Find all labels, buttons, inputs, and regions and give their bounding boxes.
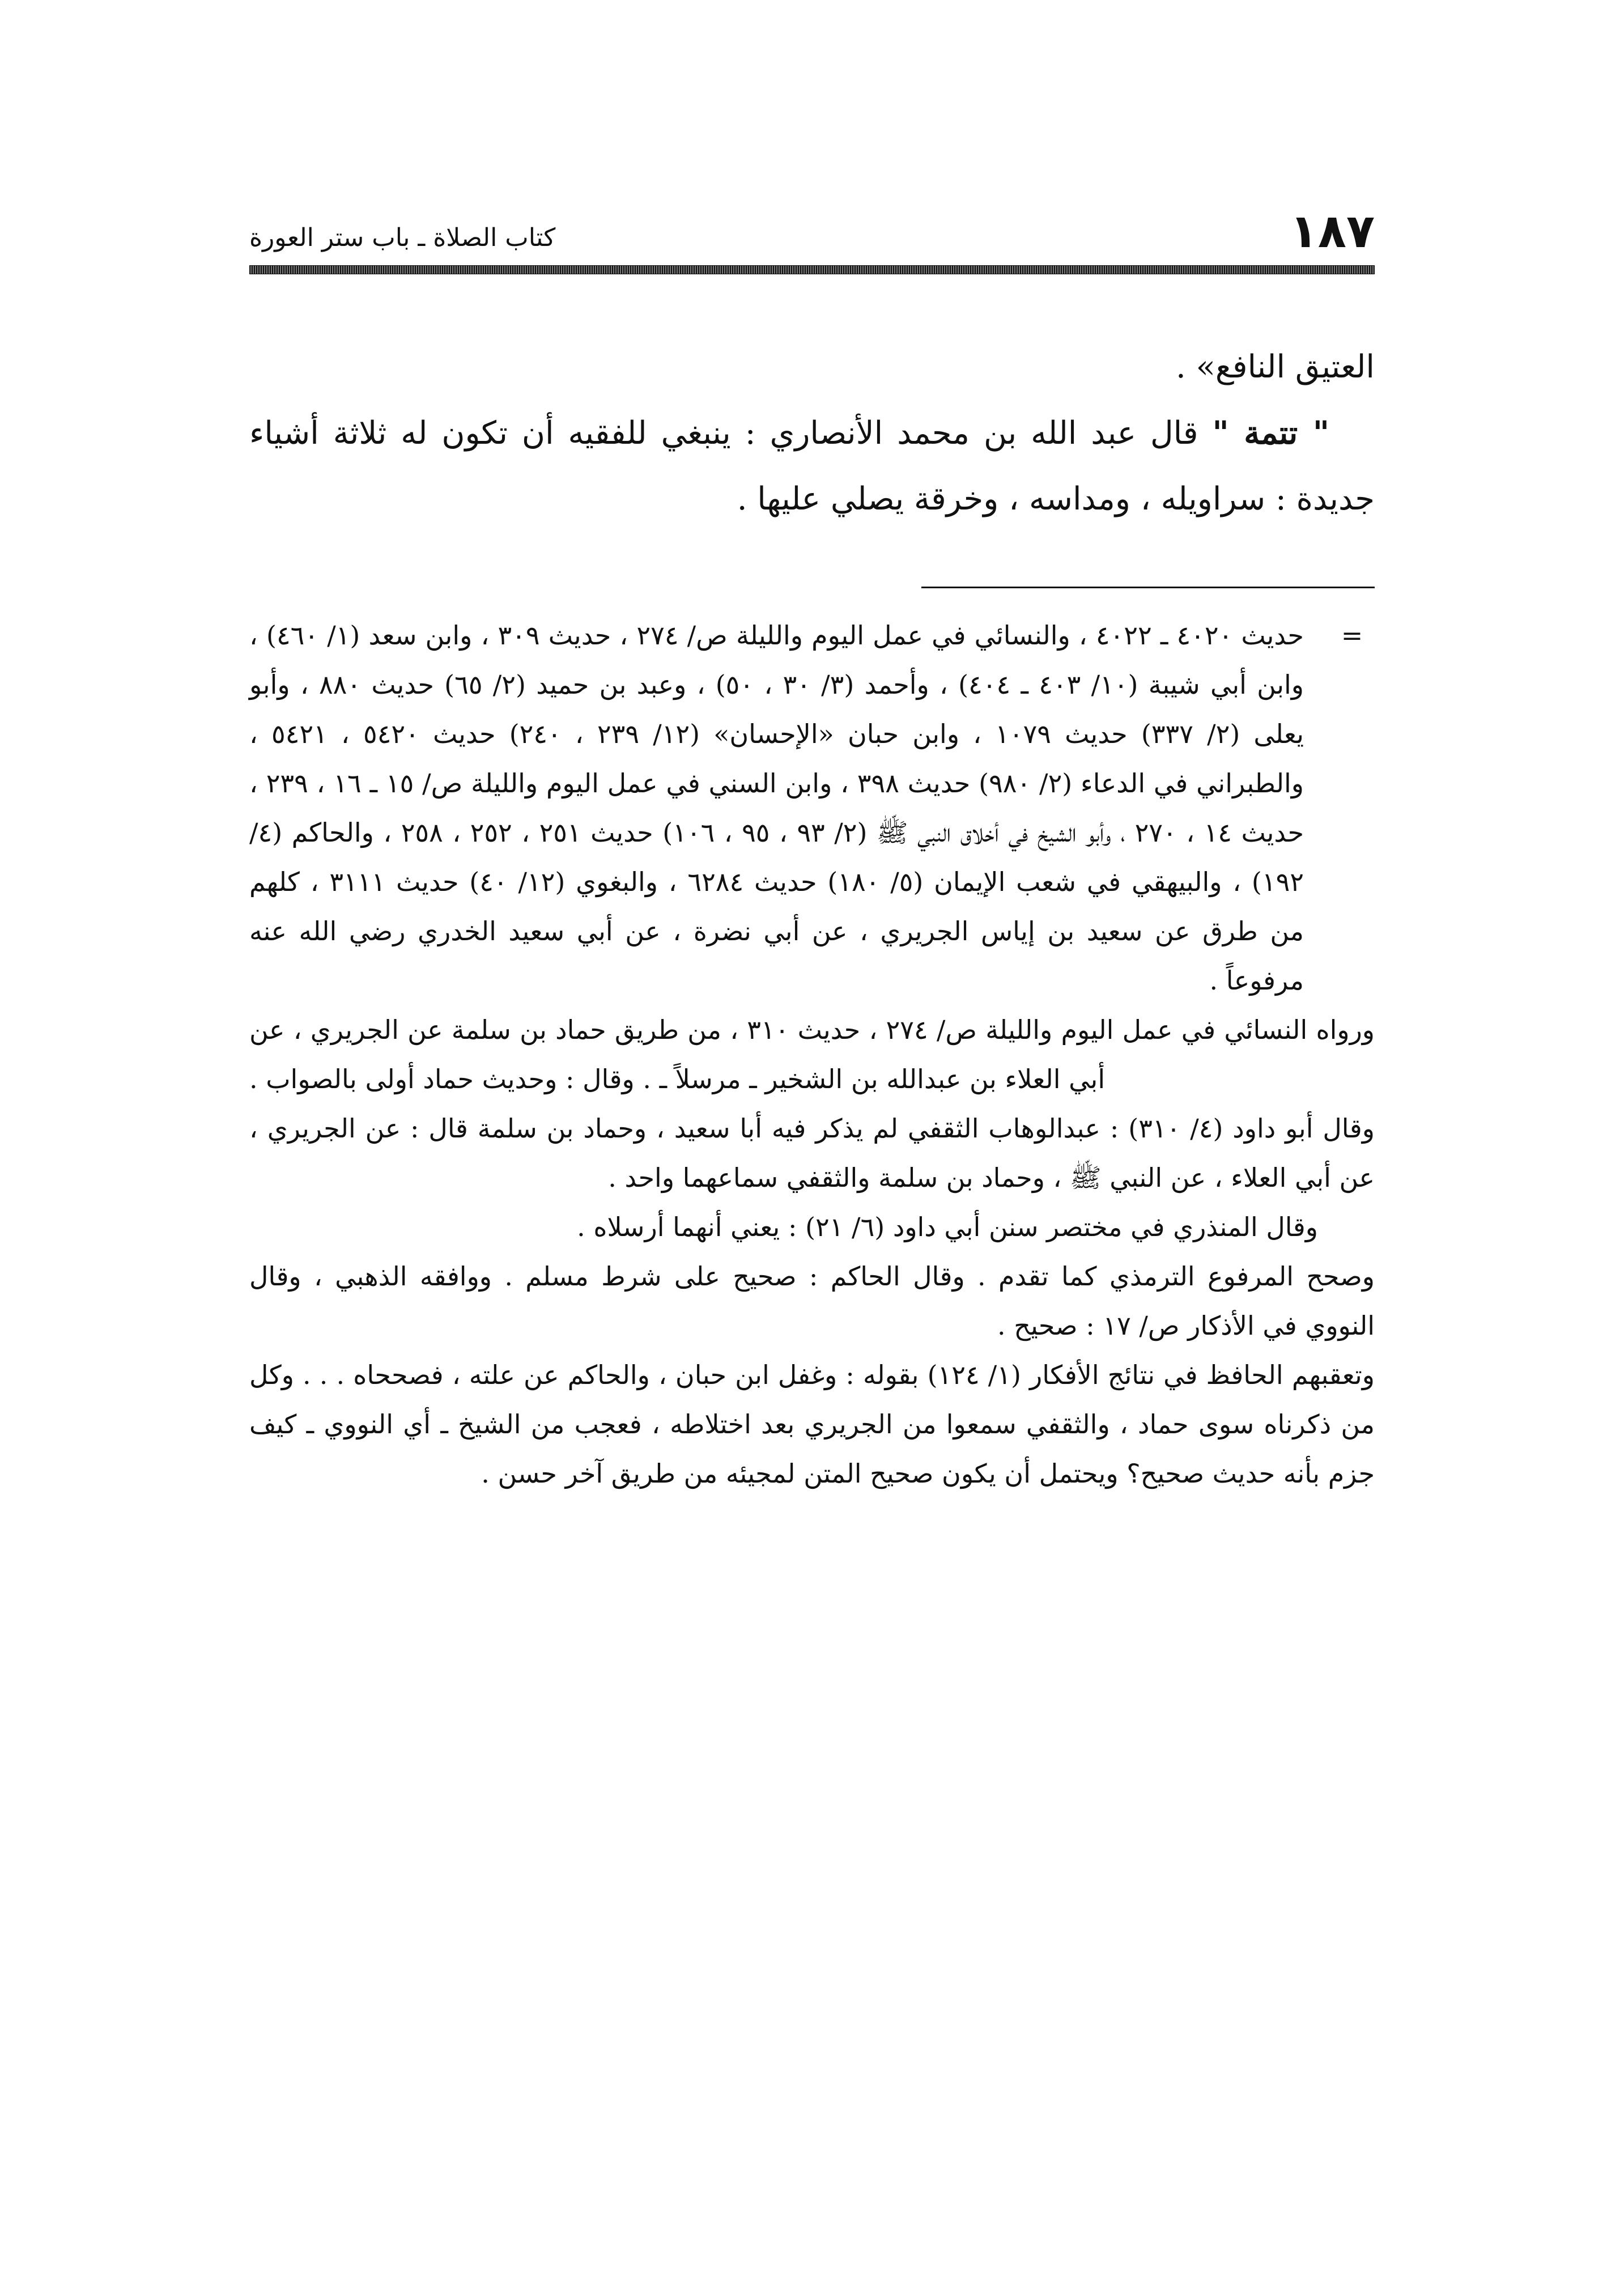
- footnote-continuation-mark: =: [1341, 620, 1363, 651]
- page-number: ١٨٧: [1289, 205, 1375, 258]
- tatimma-label: " تتمة ": [1212, 414, 1330, 452]
- main-text: [249, 334, 1375, 532]
- footnote-paragraph: وقال أبو داود (٤/ ٣١٠) : عبدالوهاب الثقفي لم يذكر فيه أبا سعيد ، وحماد بن سلمة قال : عن الجريري ، عن أبي العلاء ، عن النبي ﷺ ، وحماد بن سلمة والثقفي سماعهما واحد .: [249, 1113, 1375, 1193]
- footnote-text: حديث ٤٠٢٠ ـ ٤٠٢٢ ، والنسائي في عمل اليوم والليلة ص/ ٢٧٤ ، حديث ٣٠٩ ، وابن سعد (١/ ٤٦٠) ، وابن أبي شيبة (١٠/ ٤٠٣ ـ ٤٠٤) ، وأحمد (٣/ ٣٠ ، ٥٠) ، وعبد بن حميد (٢/ ٦٥) حديث ٨٨٠ ، وأبو يعلى (٢/ ٣٣٧) حديث ١٠٧٩ ، وابن حبان «الإحسان» (١٢/ ٢٣٩ ، ٢٤٠) حديث ٥٤٢٠ ، ٥٤٢١ ، والطبراني في الدعاء (٢/ ٩٨٠) حديث ٣٩٨ ، وابن السني في عمل اليوم والليلة ص/ ١٥ ـ ١٦ ، ٢٣٩ ، حديث ١٤ ، ٢٧٠ ، وأبو الشيخ في أخلاق النبي ﷺ (٢/ ٩٣ ، ٩٥ ، ١٠٦) حديث ٢٥١ ، ٢٥٢ ، ٢٥٨ ، والحاكم (٤/ ١٩٢) ، والبيهقي في شعب الإيمان (٥/ ١٨٠) حديث ٦٢٨٤ ، والبغوي (١٢/ ٤٠) حديث ٣١١١ ، كلهم من طرق عن سعيد بن إياس الجريري ، عن أبي نضرة ، عن أبي سعيد الخدري رضي الله عنه مرفوعاً .: [249, 620, 1304, 996]
- footnote-paragraph: [249, 611, 1375, 1005]
- footnote-paragraph: وتعقبهم الحافظ في نتائج الأفكار (١/ ١٢٤) بقوله : وغفل ابن حبان ، والحاكم عن علته ، فصححاه . . . وكل من ذكرناه سوى حماد ، والثقفي سمعوا من الجريري بعد اختلاطه ، فعجب من الشيخ ـ أي النووي ـ كيف جزم بأنه حديث صحيح؟ ويحتمل أن يكون صحيح المتن لمجيئه من طريق آخر حسن .: [249, 1360, 1375, 1489]
- footnote-separator: [921, 587, 1375, 588]
- footnote-paragraph: ورواه النسائي في عمل اليوم والليلة ص/ ٢٧٤ ، حديث ٣١٠ ، من طريق حماد بن سلمة عن الجريري ، عن أبي العلاء بن عبدالله بن الشخير ـ مرسلاً ـ . وقال : وحديث حماد أولى بالصواب .: [249, 1014, 1375, 1094]
- tatimma-paragraph: [249, 400, 1375, 532]
- tatimma-text: قال عبد الله بن محمد الأنصاري : ينبغي للفقيه أن تكون له ثلاثة أشياء جديدة : سراويله ، ومداسه ، وخرقة يصلي عليها .: [249, 415, 1375, 517]
- footnote-paragraph: وصحح المرفوع الترمذي كما تقدم . وقال الحاكم : صحيح على شرط مسلم . ووافقه الذهبي ، وقال النووي في الأذكار ص/ ١٧ : صحيح .: [249, 1261, 1375, 1341]
- header-rule: [249, 265, 1375, 274]
- running-title: كتاب الصلاة ـ باب ستر العورة: [249, 223, 556, 252]
- footnotes: [249, 611, 1375, 1498]
- page-header: [249, 205, 1375, 258]
- footnote-paragraph: وقال المنذري في مختصر سنن أبي داود (٦/ ٢١) : يعني أنهما أرسلاه .: [577, 1212, 1318, 1242]
- main-text-continuation: العتيق النافع» .: [1176, 349, 1375, 385]
